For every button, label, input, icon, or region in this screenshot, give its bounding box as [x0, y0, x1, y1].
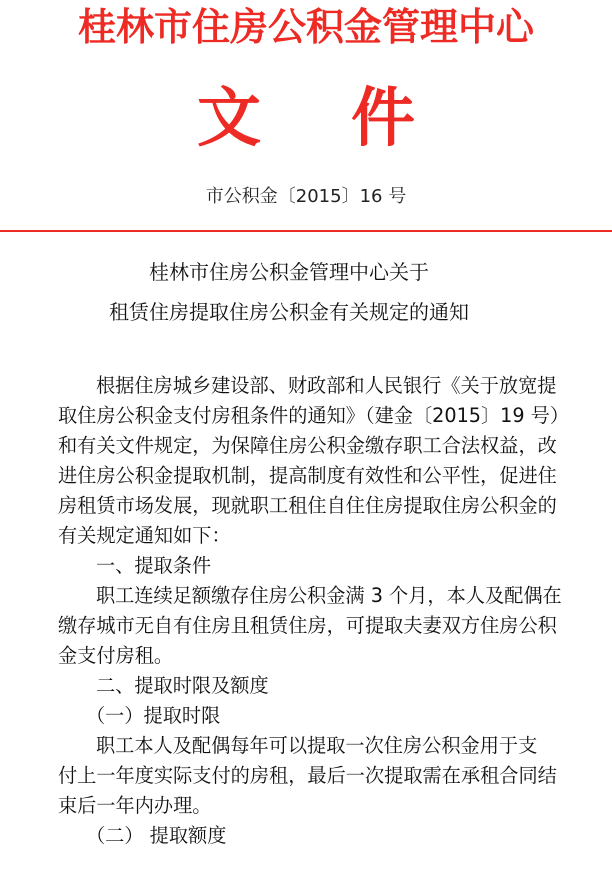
body-line: 房租赁市场发展，现就职工租住自住住房提取住房公积金的	[58, 494, 557, 517]
body-line: 付上一年度实际支付的房租，最后一次提取需在承租合同结	[58, 764, 557, 787]
section-heading-2: 二、提取时限及额度	[96, 674, 269, 697]
subsection-heading-1: （一）提取时限	[86, 704, 221, 727]
section-heading-1: 一、提取条件	[96, 554, 212, 577]
body-line: 有关规定通知如下：	[58, 524, 231, 547]
notice-title-line-1: 桂林市住房公积金管理中心关于	[149, 260, 429, 284]
document-number: 市公积金〔2015〕16 号	[205, 186, 407, 207]
body-line: 金支付房租。	[58, 644, 174, 667]
body-line: 职工连续足额缴存住房公积金满 3 个月，本人及配偶在	[96, 584, 562, 607]
body-line: 取住房公积金支付房租条件的通知》（建金〔2015〕19 号）	[58, 404, 570, 427]
body-line: 进住房公积金提取机制，提高制度有效性和公平性，促进住	[58, 464, 557, 487]
subsection-heading-2: （二） 提取额度	[86, 824, 227, 847]
body-line: 缴存城市无自有住房且租赁住房，可提取夫妻双方住房公积	[58, 614, 557, 637]
body-line: 根据住房城乡建设部、财政部和人民银行《关于放宽提	[96, 374, 557, 397]
document-heading: 文件	[197, 82, 505, 156]
issuing-organization-title: 桂林市住房公积金管理中心	[77, 5, 534, 49]
notice-title-line-2: 租赁住房提取住房公积金有关规定的通知	[109, 300, 469, 324]
body-line: 和有关文件规定，为保障住房公积金缴存职工合法权益，改	[58, 434, 557, 457]
notice-body	[58, 371, 570, 851]
body-line: 职工本人及配偶每年可以提取一次住房公积金用于支	[96, 734, 538, 757]
body-line: 束后一年内办理。	[58, 794, 212, 817]
red-divider-line	[0, 230, 612, 232]
